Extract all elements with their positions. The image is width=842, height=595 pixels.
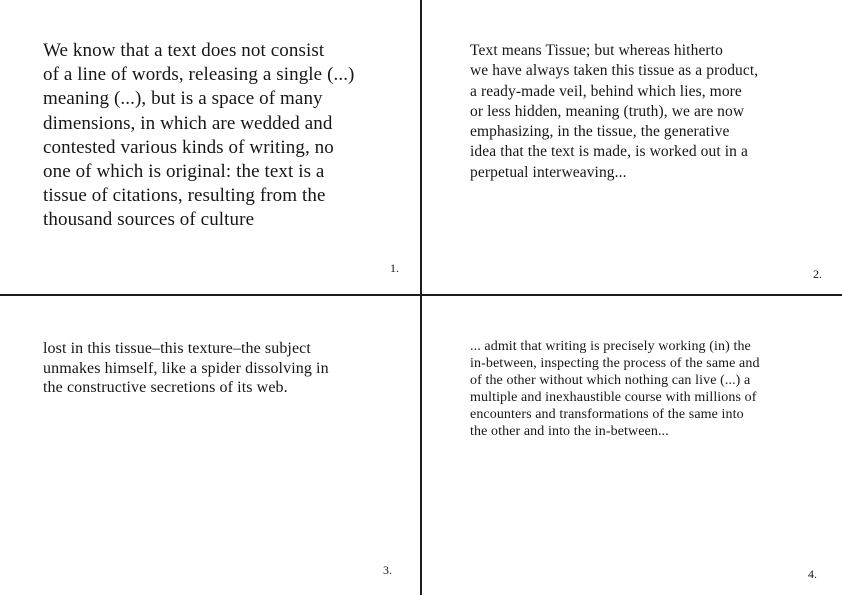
- quote-line: multiple and inexhaustible course with millions of: [470, 389, 757, 405]
- panel-4: [422, 296, 842, 595]
- panel-1: [0, 0, 420, 294]
- quote-line: unmakes himself, like a spider dissolving in: [43, 359, 329, 377]
- quote-line: perpetual interweaving...: [470, 163, 627, 181]
- quote-text-2: [470, 41, 758, 183]
- quote-line: dimensions, in which are wedded and: [43, 112, 333, 134]
- quote-text-3: [43, 339, 329, 398]
- quote-line: idea that the text is made, is worked out in a: [470, 143, 748, 161]
- page-number-2: 2.: [813, 267, 822, 281]
- quote-line: the constructive secretions of its web.: [43, 379, 288, 397]
- quote-line: a ready-made veil, behind which lies, more: [470, 82, 742, 100]
- quote-line: lost in this tissue–this texture–the subject: [43, 340, 311, 357]
- quote-line: we have always taken this tissue as a product,: [470, 62, 759, 80]
- page-number-1: 1.: [390, 261, 399, 275]
- panel-3: [0, 296, 420, 595]
- quote-line: one of which is original: the text is a: [43, 161, 325, 183]
- quote-line: of a line of words, releasing a single (...): [43, 64, 355, 86]
- quote-line: contested various kinds of writing, no: [43, 136, 334, 158]
- quote-text-4: [470, 339, 760, 440]
- page-number-4: 4.: [808, 567, 817, 581]
- quote-line: We know that a text does not consist: [43, 40, 325, 61]
- quote-line: the other and into the in-between...: [470, 423, 669, 439]
- quote-line: emphasizing, in the tissue, the generative: [470, 123, 730, 141]
- quote-line: or less hidden, meaning (truth), we are now: [470, 102, 745, 120]
- quote-line: Text means Tissue; but whereas hitherto: [470, 42, 723, 59]
- quote-line: encounters and transformations of the same into: [470, 406, 744, 422]
- quote-line: ... admit that writing is precisely working (in) the: [470, 339, 751, 354]
- quote-line: thousand sources of culture: [43, 209, 255, 231]
- quote-text-1: [43, 39, 354, 233]
- quote-line: in-between, inspecting the process of the same and: [470, 355, 760, 371]
- page-number-3: 3.: [383, 563, 392, 577]
- quote-line: of the other without which nothing can live (...) a: [470, 372, 751, 388]
- quote-line: tissue of citations, resulting from the: [43, 185, 326, 207]
- panel-2: [422, 0, 842, 294]
- quote-line: meaning (...), but is a space of many: [43, 88, 323, 110]
